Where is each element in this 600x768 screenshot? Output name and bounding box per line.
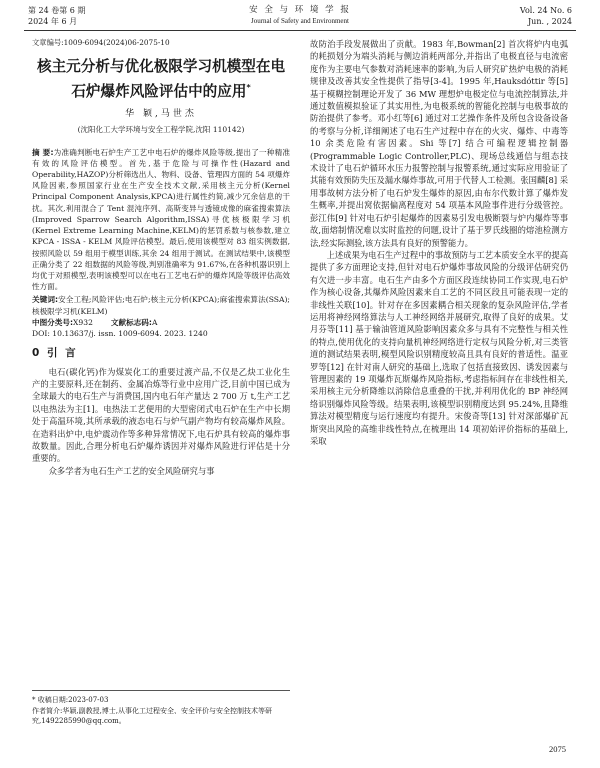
journal-name-cn: 安 全 与 环 境 学 报 — [249, 5, 351, 15]
clc-item — [32, 317, 93, 328]
abstract — [32, 147, 290, 293]
title-text: 核主元分析与优化极限学习机模型在电石炉爆炸风险评估中的应用 — [36, 58, 286, 100]
keywords-label: 关键词: — [32, 295, 59, 305]
author-bio: 作者简介:华颖,副教授,博士,从事化工过程安全、安全评价与安全控制技术等研究,1492285990@qq.com。 — [32, 706, 273, 725]
doc-code-label: 文献标志码: — [110, 317, 152, 327]
date-en: Jun. , 2024 — [527, 17, 572, 26]
abstract-label: 摘 要: — [32, 147, 54, 157]
authors: 华 颖,马世杰 — [125, 108, 197, 119]
page-number: 2075 — [549, 744, 566, 754]
title-footnote-mark: * — [246, 83, 251, 92]
volume-issue-en: Vol. 24 No. 6 — [519, 6, 572, 15]
intro-paragraph-1: 电石(碳化钙)作为煤炭化工的重要过渡产品,不仅是乙炔工业化生产的主要原料,还在制药、金属冶炼等行业中应用广泛,目前中国已成为全球最大的电石生产与消费国,国内电石年产量达 2 700 万 t,生产工艺以电热法为主[1]。电热法工艺便用的大型密闭式电石炉在生产中长期处于高温环境,其所承载的液态电石与炉气副产物均有较高爆炸风险。在造料出炉中,电炉震动作等多种异常情况下,电石炉具有较高的爆炸事故数量。因此,合理分析电石炉爆炸诱因并对爆炸风险进行评估是十分重要的。 — [32, 366, 290, 464]
keywords — [32, 294, 290, 316]
clc-value: X932 — [73, 317, 93, 327]
volume-issue-cn: 第 24 卷第 6 期 — [28, 6, 86, 15]
article-id: 文章编号:1009-6094(2024)06-2075-10 — [32, 38, 170, 47]
running-header — [24, 4, 576, 31]
header-right — [520, 5, 572, 27]
footnote — [32, 690, 290, 727]
article-title — [32, 56, 290, 102]
right-column — [310, 38, 568, 447]
left-column — [32, 38, 290, 477]
intro-paragraph-2: 众多学者为电石生产工艺的安全风险研究与事 — [48, 465, 215, 476]
journal-name-en: Journal of Safety and Environment — [251, 17, 349, 25]
clc-label: 中图分类号: — [32, 317, 74, 327]
received-date: * 收稿日期:2023-07-03 — [32, 696, 109, 704]
doi: DOI: 10.13637/j. issn. 1009-6094. 2023. 1240 — [32, 328, 208, 338]
date-cn: 2024 年 6 月 — [28, 17, 78, 26]
right-paragraph-1: 故防治手段发展做出了贡献。1983 年,Bowman[2] 首次将炉内电弧的耗损划分为端头消耗与侧边消耗两部分,并指出了电极直径与电流密度作为主要电气参数对消耗速率的影响,为后人研究矿热炉电极的消耗规律及改善其安全性提供了指导[3-4]。1995 年,Hauksdóttir 等[5] 基于模糊控制理论开发了 36 MW 理想炉电极定位与电流控制算法,并通过数值模拟验证了其实用性,为电极系统的智能化控制与电极事故的防治提供了参考。邓小红等[6] 通过对工艺操作条件及所包含设备设备的考察与分析,详细阐述了电石生产过程中存在的火灾、爆炸、中毒等 10 余类危险有害因素。Shi 等[7] 结合可编程逻辑控制器(Programmable Logic Controller,PLC)、现场总线通信与组态技术设计了电石炉循环水压力报警控制与报警系统,通过实际应用验证了其能有效预防失压及漏水爆炸事故,可用于代替人工检测。张国麟[8] 采用事故树方法分析了电石炉发生爆炸的原因,由布尔代数计算了爆炸发生概率,并提出窝依据偏离程度对 54 项基本风险事件进行分级管控。彭江伟[9] 针对电石炉引起爆炸的因素易引发电极断裂与炉内爆炸等事故,面熔制情况难以实时监控的问题,设计了基于罗氏线圈的熔池检测方法,经实际测验,该方法具有良好的预警能力。 — [310, 39, 568, 248]
keywords-text: 安全工程;风险评估;电石炉;核主元分析(KPCA);麻雀搜索算法(SSA);核极限学习机(KELM) — [32, 295, 290, 316]
doc-code-value: A — [151, 317, 158, 327]
abstract-text: 为准确判断电石炉生产工艺中电石炉的爆炸风险等级,提出了一种精准有效的风险评估模型。首先,基于危险与可操作性(Hazard and Operability,HAZOP)分析筛选出人、物料、设备、管理四方面的 54 项爆炸风险因素,参照国家行业在生产安全技术文献,采用核主元分析(Kernel Principal Component Analysis,KPCA)进行属性约简,减少冗余信息的干扰。其次,利用混合了 Tent 混沌序列、高斯变异与透镜成像的麻雀搜索算法(Improved Sparrow Search Algorithm,ISSA)寻优核极限学习机(Kernel Extreme Learning Machine,KELM)的惩罚系数与核参数,建立 KPCA - ISSA - KELM 风险评估模型。最后,使用该模型对 83 组实例数据,按照风险以 59 组用于模型训练,其余 24 组用于测试。在测试结果中,该模型正确分类了 22 组数据的风险等级,判别准确率为 91.67%,在各种机器识别上均优于对照模型,表明该模型可以在电石工艺电石炉的爆炸风险等级评估高效性方面。 — [32, 147, 290, 292]
classification-row — [32, 317, 290, 328]
intro-heading: 0 引 言 — [32, 347, 78, 360]
header-center — [24, 5, 576, 27]
right-paragraph-2: 上述成果为电石生产过程中的事故预防与工艺本质安全水平的提高提供了多方面理论支持,但针对电石炉爆炸事故风险的分级评估研究仍有欠进一步丰富。电石生产由多个方面区段连续协同工作实现,电石炉作为核心设备,其爆炸风险因素来自工艺的不同区段且可能表现一定的非线性关联[10]。针对存在多因素耦合相关现象的复杂风险评估,学者运用将神经网络算法与人工神经网络并展研究,取得了良好的成果。艾月芬等[11] 基于输油管道风险影响因素众多与具有不完整性与相关性的特点,使用优化的支持向量机神经网络进行定权与风险分析,对三类管道的测试结果表明,模型风险识别精度较高且具有良好的普适性。温亚罗等[12] 在针对南人研究的基础上,选取了包括直接致因、诱发因素与管理因素的 19 项爆炸瓦斯爆炸风险指标,考虑指标间存在非线性相关,采用核主元分析降维以消除信息重叠的干扰,并利用优化的 BP 神经网络识别爆炸风险等级。结果表明,该模型识别精度达到 95.24%,且降维算法对模型精度与运行速度均有提升。宋俊奇等[13] 针对深部爆矿瓦斯突出风险的高维非线性特点,在梳理出 14 项初始评价指标的基础上,采取 — [310, 249, 568, 446]
doc-code-item — [111, 317, 158, 328]
affiliation: (沈阳化工大学环境与安全工程学院,沈阳 110142) — [77, 125, 245, 135]
